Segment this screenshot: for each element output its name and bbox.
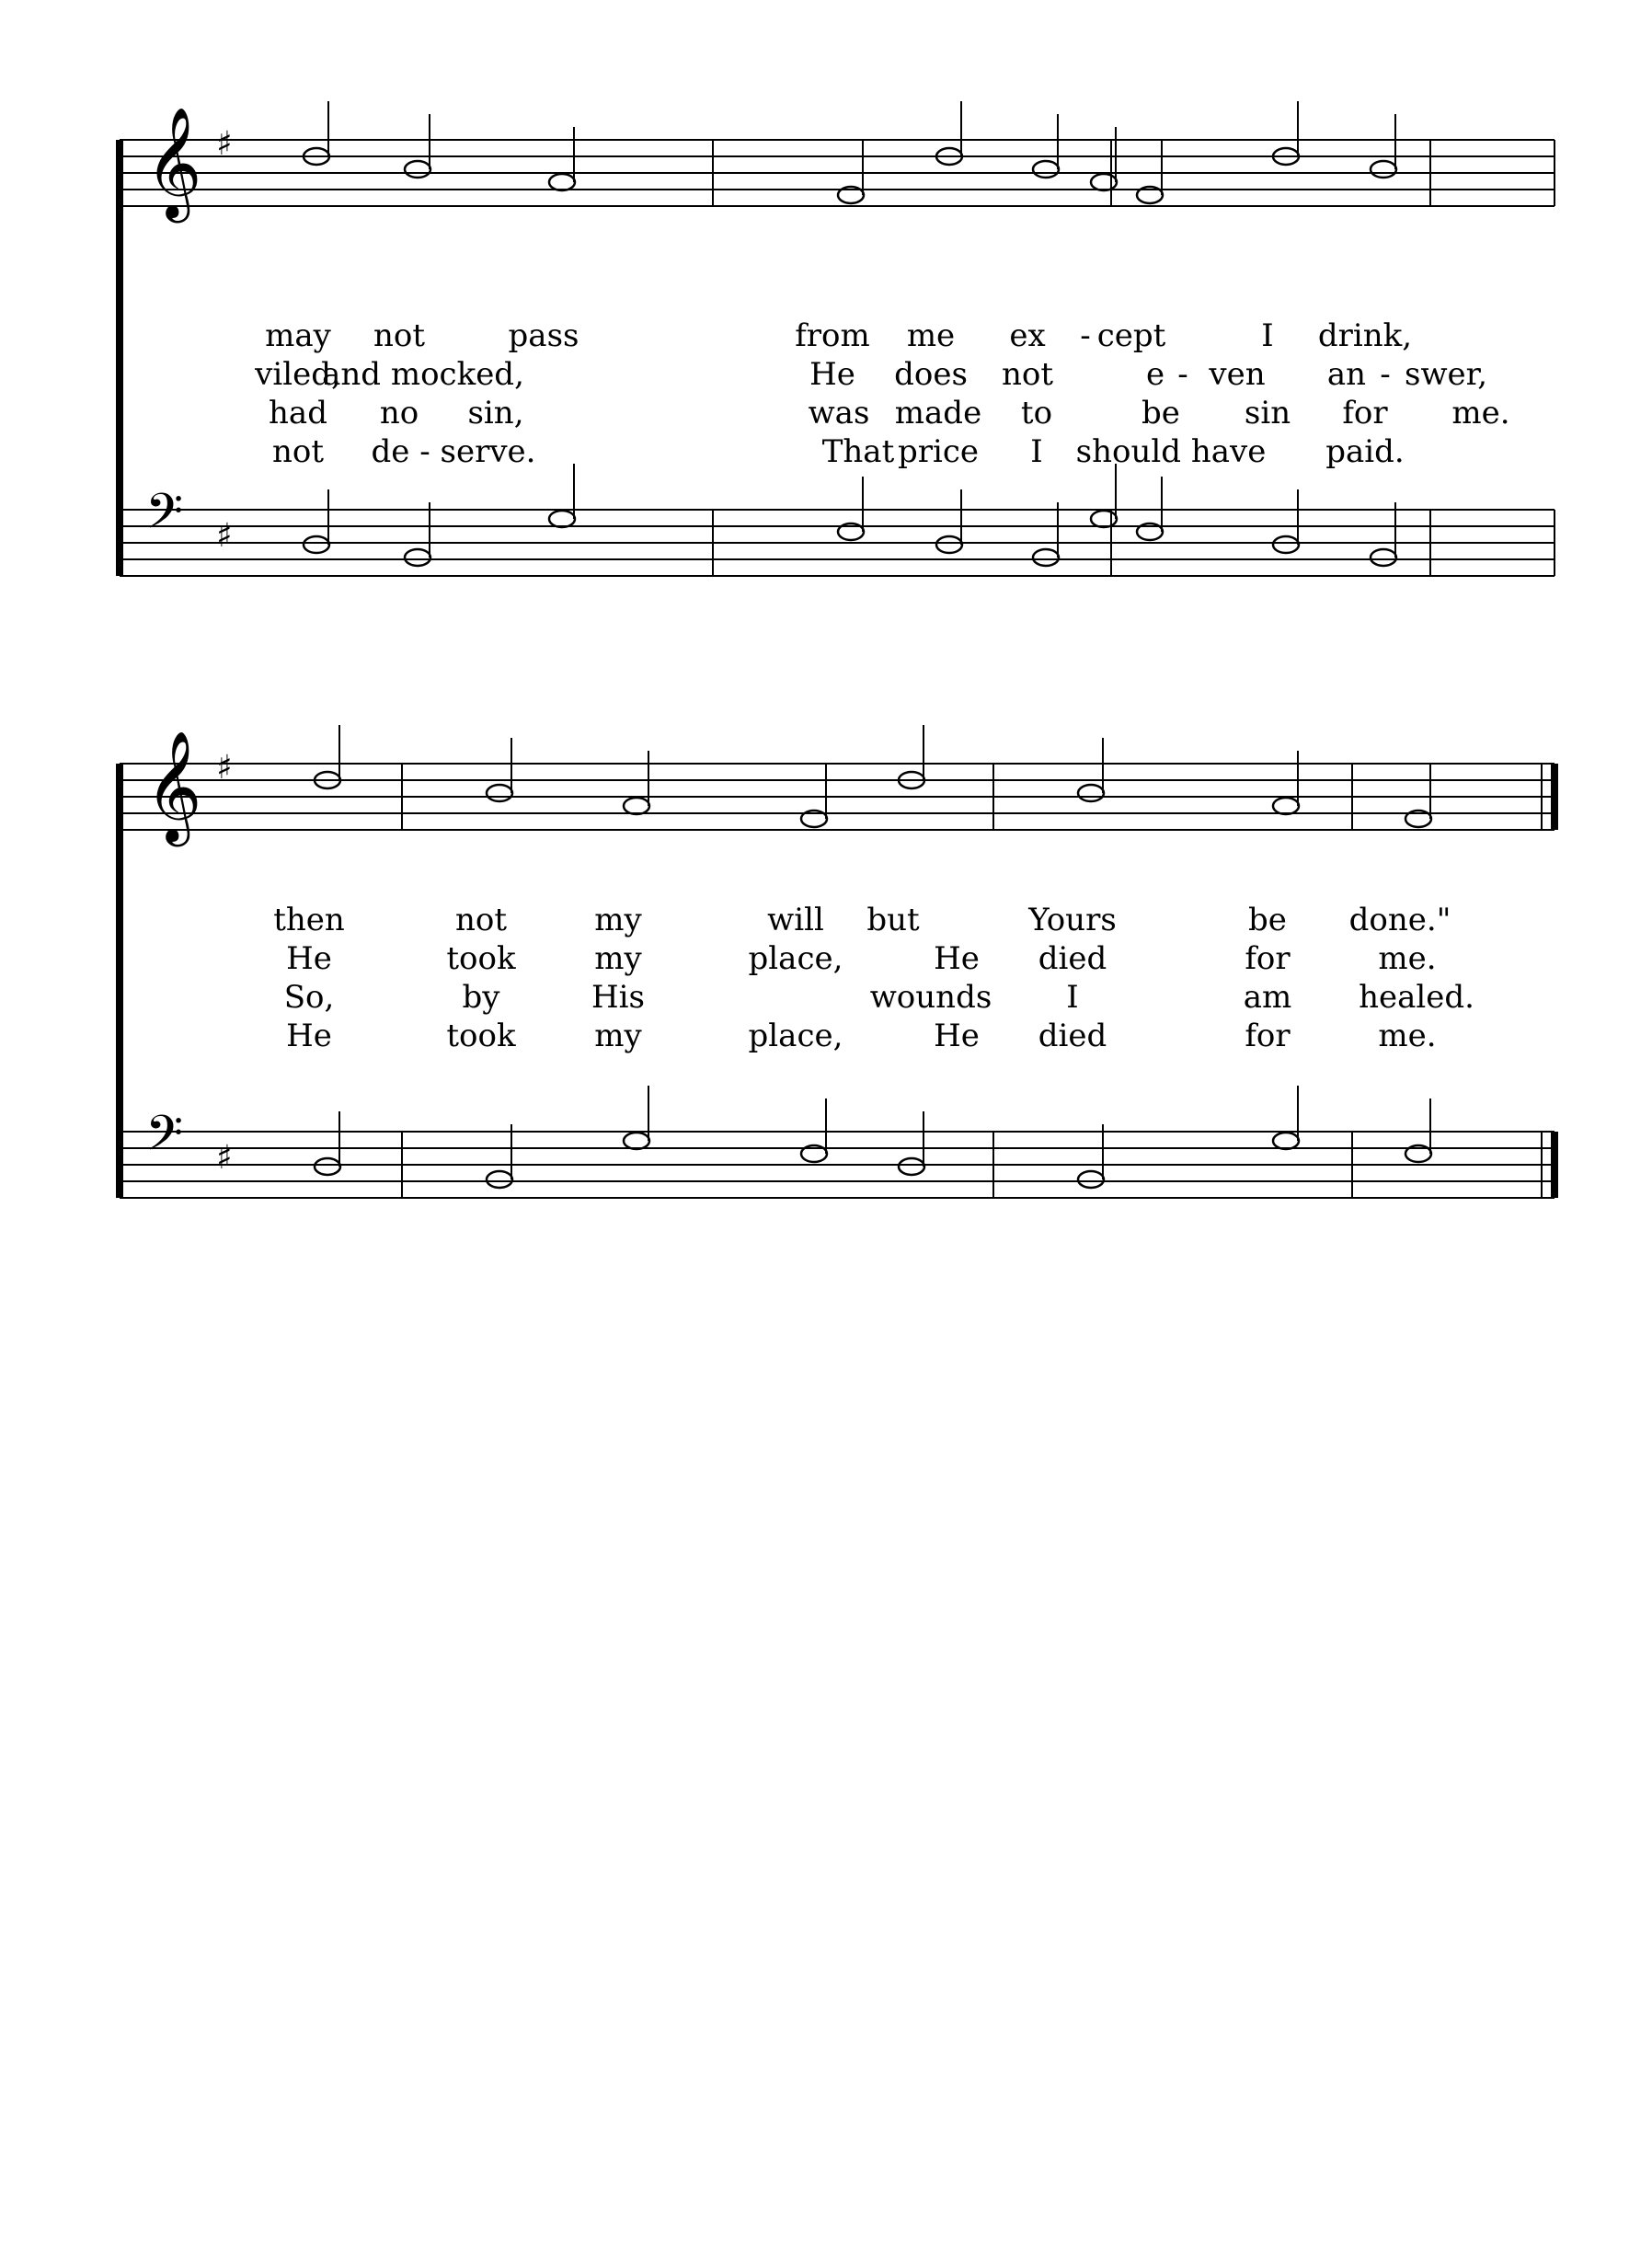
- lyric-syllable: not: [454, 902, 508, 938]
- lyric-syllable: done.": [1348, 902, 1451, 938]
- note-head: [315, 1158, 340, 1175]
- lyric-syllable: That: [821, 433, 895, 470]
- lyric-syllable: me.: [1451, 395, 1510, 431]
- lyric-syllable: cept: [1096, 317, 1166, 354]
- lyric-syllable: So,: [283, 979, 335, 1016]
- lyric-syllable: be: [1141, 395, 1180, 431]
- lyric-syllable: not: [373, 317, 426, 354]
- lyric-syllable: viled,: [255, 356, 341, 393]
- lyric-syllable: I: [1030, 433, 1043, 470]
- lyric-syllable: de - serve.: [371, 433, 536, 470]
- note-head: [304, 536, 329, 553]
- lyric-syllable: not: [1001, 356, 1054, 393]
- note-head: [1033, 161, 1059, 178]
- bass-clef-icon: 𝄢: [145, 1106, 184, 1174]
- lyric-syllable: by: [462, 979, 500, 1016]
- lyric-syllable: an: [1326, 356, 1367, 393]
- lyric-syllable: died: [1038, 940, 1107, 977]
- lyric-syllable: am: [1243, 979, 1292, 1016]
- lyric-syllable: He: [286, 940, 332, 977]
- treble-clef-icon: 𝄞: [145, 106, 202, 218]
- note-head: [1078, 1171, 1104, 1188]
- lyric-syllable: and mocked,: [322, 356, 524, 393]
- lyric-syllable: my: [594, 902, 642, 938]
- treble-clef-icon: 𝄞: [145, 730, 202, 842]
- lyric-syllable: took: [446, 940, 516, 977]
- lyric-syllable: e: [1145, 356, 1165, 393]
- lyric-syllable: was: [808, 395, 870, 431]
- lyric-syllable: -: [1080, 317, 1091, 354]
- note-head: [1091, 511, 1117, 527]
- lyric-syllable: ven: [1209, 356, 1266, 393]
- lyric-syllable: swer,: [1405, 356, 1487, 393]
- lyric-syllable: to: [1020, 395, 1053, 431]
- lyric-syllable: place,: [748, 940, 843, 977]
- note-head: [1371, 161, 1396, 178]
- lyric-syllable: but: [866, 902, 920, 938]
- note-head: [1273, 798, 1299, 814]
- note-head: [1033, 549, 1059, 566]
- final-barline: [1551, 764, 1558, 830]
- lyric-syllable: sin,: [467, 395, 524, 431]
- lyric-syllable: He: [286, 1018, 332, 1054]
- lyric-syllable: He: [934, 1018, 980, 1054]
- lyric-syllable: drink,: [1317, 317, 1413, 354]
- lyric-syllable: made: [894, 395, 982, 431]
- lyric-syllable: pass: [508, 317, 579, 354]
- lyric-syllable: no: [379, 395, 419, 431]
- lyric-syllable: His: [591, 979, 645, 1016]
- lyric-syllable: for: [1245, 940, 1291, 977]
- lyric-syllable: ex: [1009, 317, 1046, 354]
- lyric-syllable: I: [1261, 317, 1274, 354]
- sharp-key-signature-icon: ♯: [216, 749, 233, 787]
- lyric-syllable: healed.: [1359, 979, 1474, 1016]
- lyric-syllable: my: [594, 940, 642, 977]
- system-bracket: [116, 140, 123, 576]
- note-head: [624, 798, 649, 814]
- lyric-syllable: price: [897, 433, 980, 470]
- note-head: [936, 536, 962, 553]
- lyric-syllable: place,: [748, 1018, 843, 1054]
- lyric-syllable: be: [1248, 902, 1287, 938]
- note-head: [1091, 174, 1117, 190]
- lyric-syllable: He: [934, 940, 980, 977]
- lyric-syllable: not: [271, 433, 325, 470]
- sharp-key-signature-icon: ♯: [216, 517, 233, 555]
- lyric-syllable: Yours: [1028, 902, 1117, 938]
- lyric-syllable: had: [269, 395, 327, 431]
- note-head: [549, 174, 575, 190]
- system-bracket: [116, 764, 123, 1198]
- lyric-syllable: I: [1066, 979, 1079, 1016]
- lyric-syllable: for: [1342, 395, 1388, 431]
- note-head: [1078, 785, 1104, 801]
- note-head: [549, 511, 575, 527]
- note-head: [1273, 1133, 1299, 1149]
- lyric-syllable: -: [1177, 356, 1188, 393]
- note-head: [624, 1133, 649, 1149]
- lyric-syllable: me: [906, 317, 956, 354]
- lyric-syllable: does: [894, 356, 968, 393]
- lyric-syllable: died: [1038, 1018, 1107, 1054]
- lyric-syllable: took: [446, 1018, 516, 1054]
- note-head: [1371, 549, 1396, 566]
- lyric-syllable: may: [265, 317, 331, 354]
- note-head: [487, 785, 512, 801]
- lyric-syllable: from: [795, 317, 870, 354]
- lyric-syllable: paid.: [1325, 433, 1405, 470]
- sharp-key-signature-icon: ♯: [216, 125, 233, 163]
- sharp-key-signature-icon: ♯: [216, 1139, 233, 1177]
- lyric-syllable: -: [1380, 356, 1391, 393]
- lyric-syllable: then: [273, 902, 345, 938]
- lyric-syllable: He: [809, 356, 855, 393]
- lyric-syllable: sin: [1244, 395, 1291, 431]
- lyric-syllable: will: [767, 902, 824, 938]
- lyric-syllable: me.: [1378, 940, 1437, 977]
- note-head: [487, 1171, 512, 1188]
- lyric-syllable: me.: [1378, 1018, 1437, 1054]
- lyric-syllable: my: [594, 1018, 642, 1054]
- final-barline: [1551, 1132, 1558, 1198]
- bass-clef-icon: 𝄢: [145, 484, 184, 552]
- note-head: [1273, 536, 1299, 553]
- note-head: [899, 1158, 924, 1175]
- lyric-syllable: wounds: [869, 979, 992, 1016]
- lyric-syllable: for: [1245, 1018, 1291, 1054]
- note-head: [405, 161, 430, 178]
- lyric-syllable: should have: [1075, 433, 1267, 470]
- note-head: [405, 549, 430, 566]
